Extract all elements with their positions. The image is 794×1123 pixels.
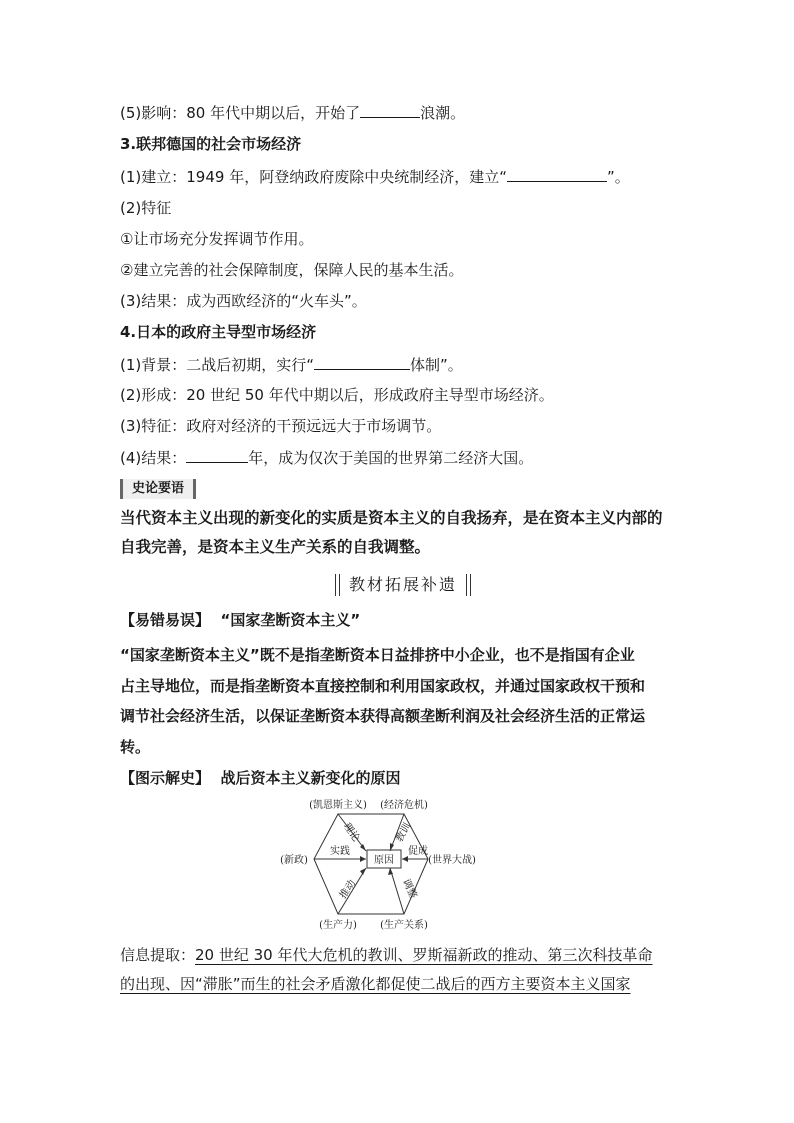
edge-label-adjust: 调整 — [400, 877, 419, 901]
establish-line: (1)建立：1949 年，阿登纳政府废除中央统制经济，建立“ ”。 — [120, 168, 630, 186]
arrowhead — [388, 868, 393, 875]
info-extraction-line-2: 的出现、因“滞胀”而生的社会矛盾激化都促使二战后的西方主要资本主义国家 — [120, 975, 631, 993]
answer-blank[interactable] — [314, 354, 410, 370]
node-keynesianism: (凯恩斯主义) — [309, 800, 367, 811]
influence-line: (5)影响：80 年代中期以后，开始了 浪潮。 — [120, 104, 466, 122]
feature-item-2: ②建立完善的社会保障制度，保障人民的基本生活。 — [120, 261, 464, 279]
node-relations-of-production: (生产关系) — [380, 920, 428, 931]
section-tag: 史论要语 — [120, 479, 196, 499]
answer-blank[interactable] — [186, 447, 248, 463]
heading-west-germany: 3.联邦德国的社会市场经济 — [120, 135, 302, 153]
arrowhead — [360, 856, 366, 862]
node-productive-forces: (生产力) — [319, 920, 357, 931]
answer-blank[interactable] — [360, 102, 420, 118]
edge-label-practice: 实践 — [330, 846, 350, 857]
arrowhead — [360, 868, 366, 875]
formation-line: (2)形成：20 世纪 50 年代中期以后，形成政府主导型市场经济。 — [120, 386, 554, 404]
section-title: 教材拓展补遗 — [335, 572, 471, 598]
figure-heading: 【图示解史】 战后资本主义新变化的原因 — [120, 769, 401, 787]
feature-heading: (2)特征 — [120, 199, 172, 217]
result-line: (3)结果：成为西欧经济的“火车头”。 — [120, 292, 367, 310]
info-extraction-line-1: 信息提取：20 世纪 30 年代大危机的教训、罗斯福新政的推动、第三次科技革命 — [120, 946, 653, 964]
background-line: (1)背景：二战后初期，实行“ 体制”。 — [120, 356, 463, 374]
center-label: 原因 — [374, 855, 394, 866]
explanation-paragraph: “国家垄断资本主义”既不是指垄断资本日益排挤中小企业，也不是指国有企业 占主导地位，而是指垄断资本直接控制和利用国家政权，并通过国家政权干预和 调节社会经济生活，以保证垄断资本获得高额垄断利润及社会经济生活的正常运 转。 — [120, 646, 646, 756]
edge-label-drive: 推动 — [337, 878, 359, 901]
node-new-deal: (新政) — [280, 855, 308, 866]
feature-item-1: ①让市场充分发挥调节作用。 — [120, 230, 314, 248]
node-economic-crisis: (经济危机) — [380, 800, 428, 811]
answer-blank[interactable] — [507, 166, 607, 182]
cause-hexagon-diagram — [270, 796, 530, 936]
mistake-heading: 【易错易误】 “国家垄断资本主义” — [120, 611, 361, 629]
heading-japan: 4.日本的政府主导型市场经济 — [120, 323, 317, 341]
edge-label-theory: 理论 — [340, 821, 362, 844]
edge-label-lesson: 教训 — [394, 821, 414, 845]
edge-label-promote: 促成 — [408, 846, 428, 857]
japan-result-line: (4)结果： 年，成为仅次于美国的世界第二经济大国。 — [120, 449, 534, 467]
edge-arrow — [390, 868, 404, 914]
characteristic-line: (3)特征：政府对经济的干预远远大于市场调节。 — [120, 417, 442, 435]
key-quote: 当代资本主义出现的新变化的实质是资本主义的自我扬弃，是在资本主义内部的 自我完善，是资本主义生产关系的自我调整。 — [120, 509, 663, 556]
node-world-war: (世界大战) — [428, 855, 476, 866]
